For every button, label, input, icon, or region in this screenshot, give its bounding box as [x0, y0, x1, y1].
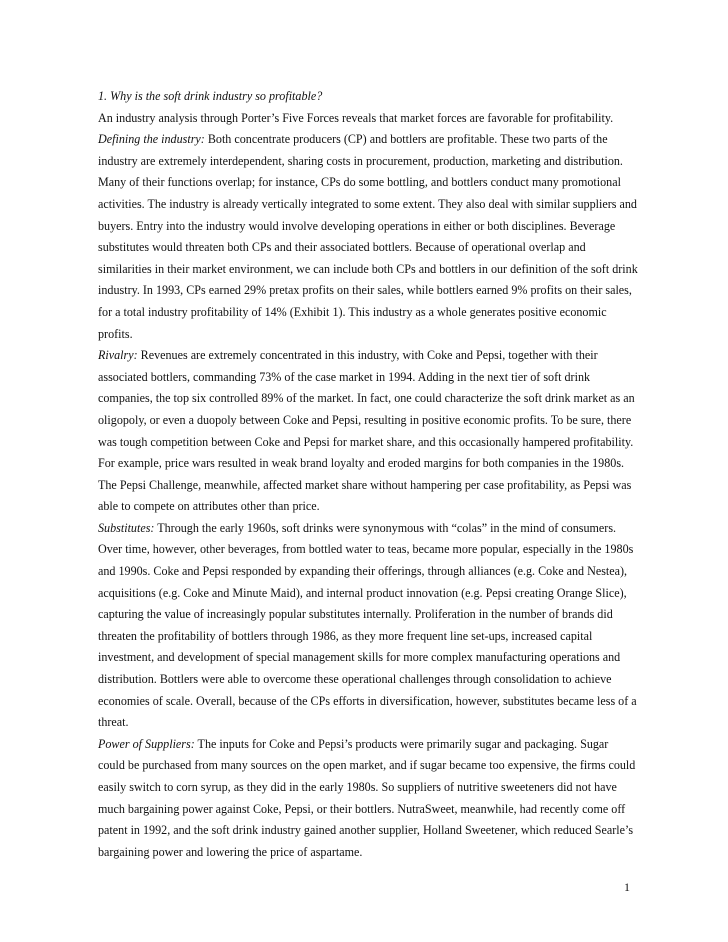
section-body: Both concentrate producers (CP) and bottlers are profitable. These two parts of the industry are extremely interdependent, sharing costs in procurement, production, marketing and distribution. Many of their functions overlap; for instance, CPs do some bottling, and bottlers conduct many promotional activities. The industry is already vertically integrated to some extent. They also deal with similar suppliers and buyers. Entry into the industry would involve developing operations in either or both disciplines. Beverage substitutes would threaten both CPs and their associated bottlers. Because of operational overlap and similarities in their market environment, we can include both CPs and bottlers in our definition of the soft drink industry. In 1993, CPs earned 29% pretax profits on their sales, while bottlers earned 9% profits on their sales, for a total industry profitability of 14% (Exhibit 1). This industry as a whole generates positive economic profits. — [98, 132, 638, 341]
section-lead: Substitutes: — [98, 520, 155, 535]
document-body — [98, 86, 638, 863]
intro-paragraph: An industry analysis through Porter’s Five Forces reveals that market forces are favorable for profitability. — [98, 110, 614, 125]
section-lead: Rivalry: — [98, 348, 138, 363]
section-body: Through the early 1960s, soft drinks were synonymous with “colas” in the mind of consumers. Over time, however, other beverages, from bottled water to teas, became more popular, especially in the 1980s and 1990s. Coke and Pepsi responded by expanding their offerings, through alliances (e.g. Coke and Nestea), acquisitions (e.g. Coke and Minute Maid), and internal product innovation (e.g. Pepsi creating Orange Slice), capturing the value of increasingly popular substitutes internally. Proliferation in the number of brands did threaten the profitability of bottlers through 1986, as they more frequent line set-ups, increased capital investment, and development of special management skills for more complex manufacturing operations and distribution. Bottlers were able to overcome these operational challenges through consolidation to achieve economies of scale. Overall, because of the CPs efforts in diversification, however, substitutes became less of a threat. — [98, 520, 637, 730]
page-number: 1 — [624, 880, 630, 894]
section-rivalry — [98, 345, 638, 518]
section-body: Revenues are extremely concentrated in this industry, with Coke and Pepsi, together with their associated bottlers, commanding 73% of the case market in 1994. Adding in the next tier of soft drink companies, the top six controlled 89% of the market. In fact, one could characterize the soft drink market as an oligopoly, or even a duopoly between Coke and Pepsi, resulting in positive economic profits. To be sure, there was tough competition between Coke and Pepsi for market share, and this occasionally hampered profitability. For example, price wars resulted in weak brand loyalty and eroded margins for both companies in the 1980s. The Pepsi Challenge, meanwhile, affected market share without hampering per case profitability, as Pepsi was able to compete on attributes other than price. — [98, 348, 635, 514]
section-power-of-suppliers — [98, 734, 638, 864]
section-lead: Defining the industry: — [98, 132, 205, 147]
section-lead: Power of Suppliers: — [98, 736, 195, 751]
section-substitutes — [98, 518, 638, 734]
section-defining-industry — [98, 129, 638, 345]
question-heading: 1. Why is the soft drink industry so profitable? — [98, 89, 323, 103]
section-body: The inputs for Coke and Pepsi’s products were primarily sugar and packaging. Sugar could be purchased from many sources on the open market, and if sugar became too expensive, the firms could easily switch to corn syrup, as they did in the early 1980s. So suppliers of nutritive sweeteners did not have much bargaining power against Coke, Pepsi, or their bottlers. NutraSweet, meanwhile, had recently come off patent in 1992, and the soft drink industry gained another supplier, Holland Sweetener, which reduced Searle’s bargaining power and lowering the price of aspartame. — [98, 736, 636, 859]
